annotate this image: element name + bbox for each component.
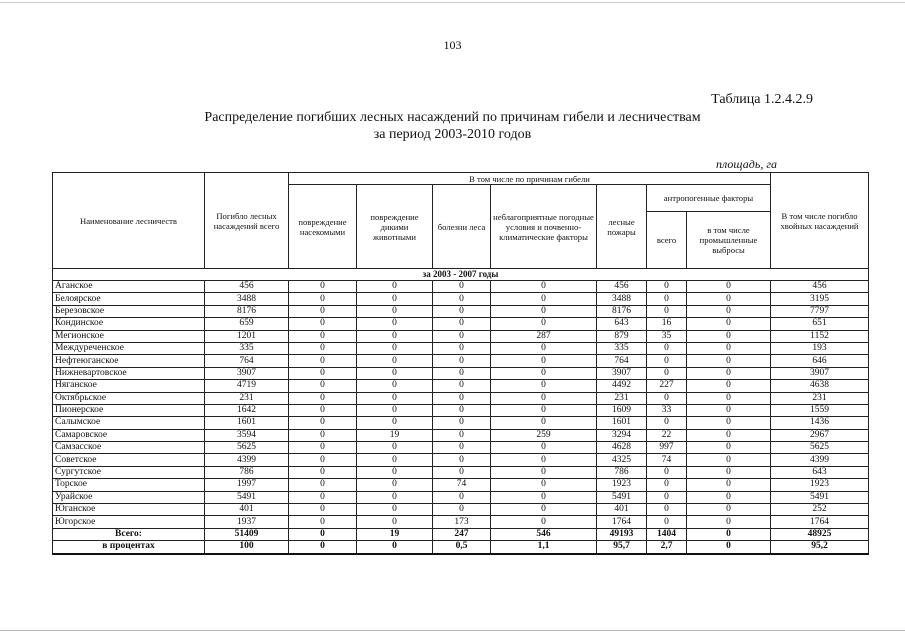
table-cell: 0 (687, 504, 771, 516)
table-cell: 8176 (205, 305, 289, 317)
table-cell: 0 (289, 380, 357, 392)
percent-cell: 95,2 (771, 541, 869, 554)
table-cell: 4325 (597, 454, 647, 466)
table-cell: 0 (687, 293, 771, 305)
table-cell: 456 (597, 281, 647, 293)
header-animals: повреждение дикими животными (357, 185, 433, 269)
table-cell: 0 (357, 404, 433, 416)
table-cell: 0 (647, 504, 687, 516)
table-cell: 643 (597, 318, 647, 330)
table-cell: 0 (433, 442, 491, 454)
forestry-name: Урайское (53, 491, 205, 503)
table-cell: 3488 (597, 293, 647, 305)
table-cell: 0 (687, 429, 771, 441)
table-cell: 231 (771, 392, 869, 404)
forestry-name: Сургутское (53, 466, 205, 478)
forestry-name: Междуреченское (53, 342, 205, 354)
table-cell: 33 (647, 404, 687, 416)
table-cell: 1642 (205, 404, 289, 416)
total-cell: 49193 (597, 528, 647, 540)
table-cell: 0 (647, 491, 687, 503)
forestry-name: Октябрьское (53, 392, 205, 404)
table-cell: 764 (205, 355, 289, 367)
table-cell: 659 (205, 318, 289, 330)
table-cell: 4399 (205, 454, 289, 466)
table-cell: 5491 (771, 491, 869, 503)
total-cell: 1404 (647, 528, 687, 540)
table-row (53, 293, 869, 305)
table-cell: 0 (647, 305, 687, 317)
table-cell: 651 (771, 318, 869, 330)
table-cell: 0 (433, 504, 491, 516)
table-cell: 287 (491, 330, 597, 342)
table-row (53, 417, 869, 429)
table-cell: 0 (357, 466, 433, 478)
table-cell: 0 (491, 318, 597, 330)
forestry-name: Няганское (53, 380, 205, 392)
table-cell: 0 (289, 417, 357, 429)
table-cell: 35 (647, 330, 687, 342)
table-cell: 3907 (597, 367, 647, 379)
table-cell: 0 (357, 417, 433, 429)
forestry-name: Самзасское (53, 442, 205, 454)
table-cell: 0 (491, 380, 597, 392)
table-cell: 3907 (205, 367, 289, 379)
table-cell: 0 (357, 330, 433, 342)
forestry-name: Нижневартовское (53, 367, 205, 379)
table-row (53, 429, 869, 441)
table-title (0, 109, 905, 143)
table-cell: 4638 (771, 380, 869, 392)
percent-cell: 100 (205, 541, 289, 554)
table-cell: 193 (771, 342, 869, 354)
header-weather: неблагоприятные погодные условия и почвенно-климатические факторы (491, 185, 597, 269)
table-cell: 0 (433, 417, 491, 429)
table-cell: 0 (357, 355, 433, 367)
table-row (53, 330, 869, 342)
table-cell: 0 (289, 479, 357, 491)
table-cell: 0 (687, 281, 771, 293)
table-cell: 786 (597, 466, 647, 478)
table-cell: 0 (433, 293, 491, 305)
header-name: Наименование лесничеств (53, 173, 205, 269)
table-cell: 0 (491, 466, 597, 478)
table-cell: 1923 (771, 479, 869, 491)
table-cell: 0 (433, 367, 491, 379)
table-cell: 0 (647, 392, 687, 404)
percent-cell: 2,7 (647, 541, 687, 554)
table-cell: 0 (687, 305, 771, 317)
table-cell: 3488 (205, 293, 289, 305)
table-cell: 0 (357, 392, 433, 404)
table-cell: 0 (491, 516, 597, 528)
table-cell: 0 (647, 293, 687, 305)
forestry-name: Мегионское (53, 330, 205, 342)
table-cell: 231 (205, 392, 289, 404)
table-cell: 74 (647, 454, 687, 466)
table-cell: 0 (357, 293, 433, 305)
forestry-name: Югорское (53, 516, 205, 528)
table-cell: 0 (289, 442, 357, 454)
table-cell: 7797 (771, 305, 869, 317)
table-cell: 0 (647, 466, 687, 478)
table-cell: 0 (687, 417, 771, 429)
table-cell: 0 (491, 342, 597, 354)
table-cell: 0 (687, 516, 771, 528)
header-disease: болезни леса (433, 185, 491, 269)
table-row (53, 392, 869, 404)
percent-cell: 0,5 (433, 541, 491, 554)
table-cell: 4719 (205, 380, 289, 392)
table-cell: 5491 (205, 491, 289, 503)
table-cell: 5491 (597, 491, 647, 503)
table-cell: 1764 (597, 516, 647, 528)
header-conifers: В том числе погибло хвойных насаждений (771, 173, 869, 269)
header-fires: лесные пожары (597, 185, 647, 269)
total-row (53, 528, 869, 540)
table-row (53, 466, 869, 478)
table-cell: 0 (357, 281, 433, 293)
table-cell: 786 (205, 466, 289, 478)
table-cell: 0 (433, 305, 491, 317)
table-cell: 0 (647, 342, 687, 354)
table-cell: 0 (491, 281, 597, 293)
table-cell: 5625 (205, 442, 289, 454)
percent-cell: 0 (289, 541, 357, 554)
table-cell: 5625 (771, 442, 869, 454)
table-cell: 0 (647, 355, 687, 367)
table-cell: 0 (491, 454, 597, 466)
table-cell: 252 (771, 504, 869, 516)
table-cell: 0 (433, 318, 491, 330)
percent-cell: 95,7 (597, 541, 647, 554)
table-cell: 997 (647, 442, 687, 454)
scan-edge-bottom (0, 630, 905, 631)
table-cell: 0 (687, 380, 771, 392)
table-cell: 0 (433, 454, 491, 466)
table-cell: 0 (687, 367, 771, 379)
table-cell: 0 (687, 479, 771, 491)
table-cell: 0 (491, 417, 597, 429)
table-cell: 0 (647, 367, 687, 379)
table-cell: 0 (357, 342, 433, 354)
table-cell: 643 (771, 466, 869, 478)
header-total-dead: Погибло лесных насаждений всего (205, 173, 289, 269)
table-cell: 2967 (771, 429, 869, 441)
forestry-name: Аганское (53, 281, 205, 293)
table-cell: 19 (357, 429, 433, 441)
table-cell: 1923 (597, 479, 647, 491)
table-cell: 0 (433, 466, 491, 478)
table-cell: 0 (433, 392, 491, 404)
period-label: за 2003 - 2007 годы (53, 269, 869, 281)
percent-row (53, 541, 869, 554)
table-cell: 0 (357, 305, 433, 317)
table-cell: 0 (357, 479, 433, 491)
table-cell: 0 (491, 367, 597, 379)
total-cell: 0 (289, 528, 357, 540)
table-cell: 0 (687, 454, 771, 466)
table-cell: 3907 (771, 367, 869, 379)
table-row (53, 442, 869, 454)
total-cell: 51409 (205, 528, 289, 540)
table-cell: 0 (433, 404, 491, 416)
total-cell: 48925 (771, 528, 869, 540)
table-cell: 0 (647, 479, 687, 491)
page-number: 103 (443, 38, 462, 52)
table-cell: 1609 (597, 404, 647, 416)
table-cell: 259 (491, 429, 597, 441)
table-cell: 1997 (205, 479, 289, 491)
forestry-name: Пионерское (53, 404, 205, 416)
forestry-name: Юганское (53, 504, 205, 516)
table-row (53, 367, 869, 379)
scan-edge-top (0, 2, 905, 3)
forestry-name: Березовское (53, 305, 205, 317)
table-cell: 0 (289, 466, 357, 478)
table-cell: 8176 (597, 305, 647, 317)
table-cell: 0 (687, 442, 771, 454)
table-cell: 0 (289, 504, 357, 516)
table-row (53, 281, 869, 293)
table-cell: 0 (289, 342, 357, 354)
table-cell: 0 (289, 516, 357, 528)
table-cell: 0 (289, 392, 357, 404)
table-cell: 1559 (771, 404, 869, 416)
header-anthropogenic: антропогенные факторы (647, 185, 771, 212)
header-by-causes: В том числе по причинам гибели (289, 173, 771, 185)
table-cell: 0 (289, 429, 357, 441)
table-cell: 0 (433, 330, 491, 342)
table-cell: 0 (687, 355, 771, 367)
table-cell: 3594 (205, 429, 289, 441)
table-cell: 0 (647, 516, 687, 528)
table-cell: 0 (433, 342, 491, 354)
forestry-name: Советское (53, 454, 205, 466)
table-cell: 74 (433, 479, 491, 491)
table-cell: 0 (289, 491, 357, 503)
header-insects: повреждение насекомыми (289, 185, 357, 269)
table-cell: 0 (687, 330, 771, 342)
total-cell: 546 (491, 528, 597, 540)
percent-label: в процентах (53, 541, 205, 554)
table-cell: 0 (357, 367, 433, 379)
table-cell: 335 (597, 342, 647, 354)
table-cell: 0 (357, 380, 433, 392)
units-label: площадь, га (716, 157, 777, 171)
table-cell: 0 (357, 442, 433, 454)
header-industrial: в том числе промышленные выбросы (687, 212, 771, 269)
table-row (53, 404, 869, 416)
table-cell: 0 (357, 454, 433, 466)
table-row (53, 342, 869, 354)
table-cell: 4628 (597, 442, 647, 454)
table-cell: 0 (289, 330, 357, 342)
table-cell: 0 (289, 454, 357, 466)
table-row (53, 318, 869, 330)
table-row (53, 355, 869, 367)
table-cell: 0 (687, 392, 771, 404)
table-cell: 401 (205, 504, 289, 516)
table-cell: 0 (687, 318, 771, 330)
forestry-name: Торское (53, 479, 205, 491)
table-cell: 456 (205, 281, 289, 293)
table-cell: 0 (687, 491, 771, 503)
table-cell: 22 (647, 429, 687, 441)
header-anthro-total: всего (647, 212, 687, 269)
table-cell: 0 (433, 355, 491, 367)
table-cell: 4399 (771, 454, 869, 466)
table-cell: 0 (433, 281, 491, 293)
table-cell: 0 (491, 404, 597, 416)
forestry-name: Нефтеюганское (53, 355, 205, 367)
table-cell: 0 (491, 392, 597, 404)
table-cell: 0 (491, 442, 597, 454)
total-cell: 247 (433, 528, 491, 540)
table-title-line-1: Распределение погибших лесных насаждений по причинам гибели и лесничествам (204, 110, 701, 125)
table-cell: 1201 (205, 330, 289, 342)
table-row (53, 504, 869, 516)
table-cell: 0 (289, 281, 357, 293)
table-cell: 0 (357, 516, 433, 528)
total-cell: 0 (687, 528, 771, 540)
table-cell: 1152 (771, 330, 869, 342)
table-cell: 3294 (597, 429, 647, 441)
table-cell: 231 (597, 392, 647, 404)
table-cell: 646 (771, 355, 869, 367)
table-cell: 0 (687, 466, 771, 478)
table-cell: 1937 (205, 516, 289, 528)
total-label: Всего: (53, 528, 205, 540)
table-row (53, 380, 869, 392)
table-cell: 764 (597, 355, 647, 367)
table-cell: 227 (647, 380, 687, 392)
table-cell: 0 (433, 380, 491, 392)
table-cell: 0 (289, 367, 357, 379)
table-row (53, 454, 869, 466)
table-cell: 0 (289, 355, 357, 367)
table-cell: 16 (647, 318, 687, 330)
table-number: Таблица 1.2.4.2.9 (711, 92, 813, 107)
forestry-name: Салымское (53, 417, 205, 429)
table-cell: 456 (771, 281, 869, 293)
table-cell: 1764 (771, 516, 869, 528)
table-cell: 879 (597, 330, 647, 342)
table-row (53, 491, 869, 503)
table-cell: 0 (357, 318, 433, 330)
table-cell: 1601 (205, 417, 289, 429)
table-cell: 0 (289, 293, 357, 305)
table-row (53, 479, 869, 491)
table-cell: 0 (491, 491, 597, 503)
forest-loss-table (52, 172, 869, 555)
percent-cell: 0 (687, 541, 771, 554)
table-cell: 0 (647, 281, 687, 293)
table-cell: 0 (491, 479, 597, 491)
table-cell: 0 (647, 417, 687, 429)
table-cell: 0 (687, 342, 771, 354)
percent-cell: 0 (357, 541, 433, 554)
total-cell: 19 (357, 528, 433, 540)
table-cell: 0 (491, 293, 597, 305)
table-cell: 0 (289, 305, 357, 317)
table-cell: 0 (433, 429, 491, 441)
table-cell: 0 (491, 504, 597, 516)
table-cell: 335 (205, 342, 289, 354)
table-cell: 0 (289, 318, 357, 330)
table-row (53, 516, 869, 528)
table-cell: 0 (491, 355, 597, 367)
table-cell: 4492 (597, 380, 647, 392)
forestry-name: Кондинское (53, 318, 205, 330)
percent-cell: 1,1 (491, 541, 597, 554)
table-cell: 0 (491, 305, 597, 317)
table-cell: 401 (597, 504, 647, 516)
table-cell: 1436 (771, 417, 869, 429)
table-cell: 173 (433, 516, 491, 528)
table-cell: 0 (687, 404, 771, 416)
table-cell: 0 (289, 404, 357, 416)
table-cell: 3195 (771, 293, 869, 305)
table-cell: 0 (357, 504, 433, 516)
table-cell: 1601 (597, 417, 647, 429)
forestry-name: Белоярское (53, 293, 205, 305)
table-cell: 0 (433, 491, 491, 503)
table-title-line-2: за период 2003-2010 годов (373, 127, 532, 142)
forestry-name: Самаровское (53, 429, 205, 441)
table-row (53, 305, 869, 317)
table-cell: 0 (357, 491, 433, 503)
